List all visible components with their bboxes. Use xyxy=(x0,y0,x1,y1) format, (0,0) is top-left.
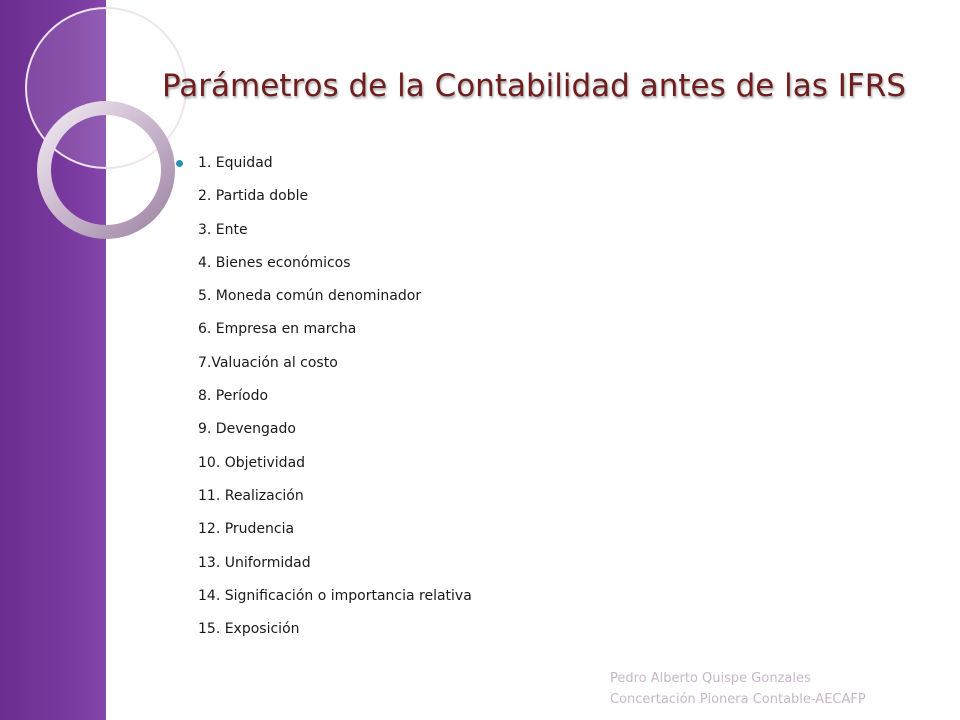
slide-title: Parámetros de la Contabilidad antes de las IFRS xyxy=(162,68,906,104)
list-item-text: 5. Moneda común denominador xyxy=(198,288,422,305)
list-item xyxy=(176,250,472,283)
list-item-text: 7.Valuación al costo xyxy=(198,354,338,371)
list-item-text: 6. Empresa en marcha xyxy=(198,321,357,338)
footer-author: Pedro Alberto Quispe Gonzales xyxy=(610,671,811,686)
list-item xyxy=(176,350,472,383)
list-item xyxy=(176,217,472,250)
list-item xyxy=(176,283,472,316)
list-item xyxy=(176,450,472,483)
list-item-text: 15. Exposición xyxy=(198,621,300,638)
list-item-text: 11. Realización xyxy=(198,487,304,504)
list-item xyxy=(176,183,472,216)
list-item xyxy=(176,516,472,549)
list-item-text: 4. Bienes económicos xyxy=(198,254,351,271)
list-item-text: 9. Devengado xyxy=(198,421,296,438)
decorative-rings xyxy=(0,0,160,260)
footer-organization: Concertación Pionera Contable-AECAFP xyxy=(610,692,866,707)
list-item xyxy=(176,583,472,616)
list-item xyxy=(176,550,472,583)
list-item-text: 12. Prudencia xyxy=(198,521,295,538)
list-item-text: 1. Equidad xyxy=(198,155,273,171)
list-item-text: 14. Significación o importancia relativa xyxy=(198,587,472,604)
principles-list xyxy=(176,150,472,649)
list-item-text: 8. Período xyxy=(198,388,269,405)
list-item xyxy=(176,150,472,183)
list-item xyxy=(176,383,472,416)
list-item-text: 2. Partida doble xyxy=(198,188,309,205)
bullet-dot-icon xyxy=(176,160,183,167)
list-item-text: 3. Ente xyxy=(198,221,248,238)
list-item xyxy=(176,483,472,516)
list-item xyxy=(176,416,472,449)
list-item-text: 10. Objetividad xyxy=(198,454,306,471)
list-item xyxy=(176,616,472,649)
slide-footer xyxy=(610,668,866,710)
list-item-text: 13. Uniformidad xyxy=(198,554,311,571)
list-item xyxy=(176,316,472,349)
